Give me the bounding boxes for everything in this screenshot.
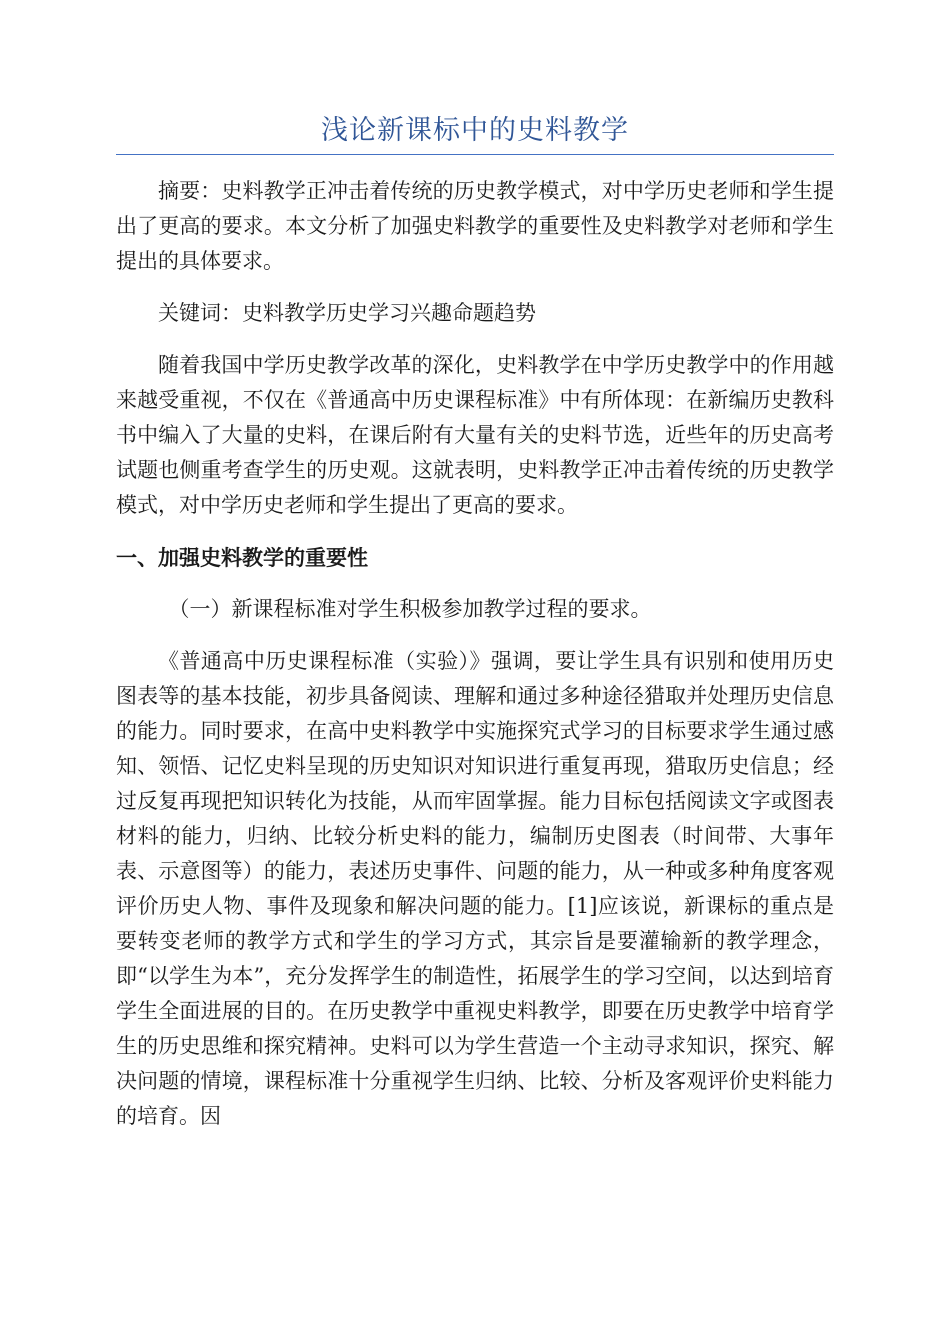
abstract-paragraph: 摘要：史料教学正冲击着传统的历史教学模式，对中学历史老师和学生提出了更高的要求。本文分析了加强史料教学的重要性及史料教学对老师和学生提出的具体要求。 <box>116 179 834 273</box>
keywords-paragraph: 关键词：史料教学历史学习兴趣命题趋势 <box>158 301 536 325</box>
section-body-paragraph: 《普通高中历史课程标准（实验）》强调，要让学生具有识别和使用历史图表等的基本技能，初步具备阅读、理解和通过多种途径猎取并处理历史信息的能力。同时要求，在高中史料教学中实施探究式学习的目标要求学生通过感知、领悟、记忆史料呈现的历史知识对知识进行重复再现，猎取历史信息；经过反复再现把知识转化为技能，从而牢固掌握。能力目标包括阅读文字或图表材料的能力，归纳、比较分析史料的能力，编制历史图表（时间带、大事年表、示意图等）的能力，表述历史事件、问题的能力，从一种或多种角度客观评价历史人物、事件及现象和解决问题的能力。[1]应该说，新课标的重点是要转变老师的教学方式和学生的学习方式，其宗旨是要灌输新的教学理念，即“以学生为本”，充分发挥学生的制造性，拓展学生的学习空间，以达到培育学生全面进展的目的。在历史教学中重视史料教学，即要在历史教学中培育学生的历史思维和探究精神。史料可以为学生营造一个主动寻求知识，探究、解决问题的情境，课程标准十分重视学生归纳、比较、分析及客观评价史料能力的培育。因 <box>116 649 834 1128</box>
document-body <box>116 174 834 1151</box>
title-underline <box>116 154 834 155</box>
subsection-heading: （一）新课程标准对学生积极参加教学过程的要求。 <box>168 597 652 621</box>
section-heading: 一、加强史料教学的重要性 <box>116 545 368 570</box>
intro-paragraph: 随着我国中学历史教学改革的深化，史料教学在中学历史教学中的作用越来越受重视，不仅在《普通高中历史课程标准》中有所体现：在新编历史教科书中编入了大量的史料，在课后附有大量有关的史料节选，近些年的历史高考试题也侧重考查学生的历史观。这就表明，史料教学正冲击着传统的历史教学模式，对中学历史老师和学生提出了更高的要求。 <box>116 353 834 517</box>
document-title: 浅论新课标中的史料教学 <box>321 115 629 146</box>
